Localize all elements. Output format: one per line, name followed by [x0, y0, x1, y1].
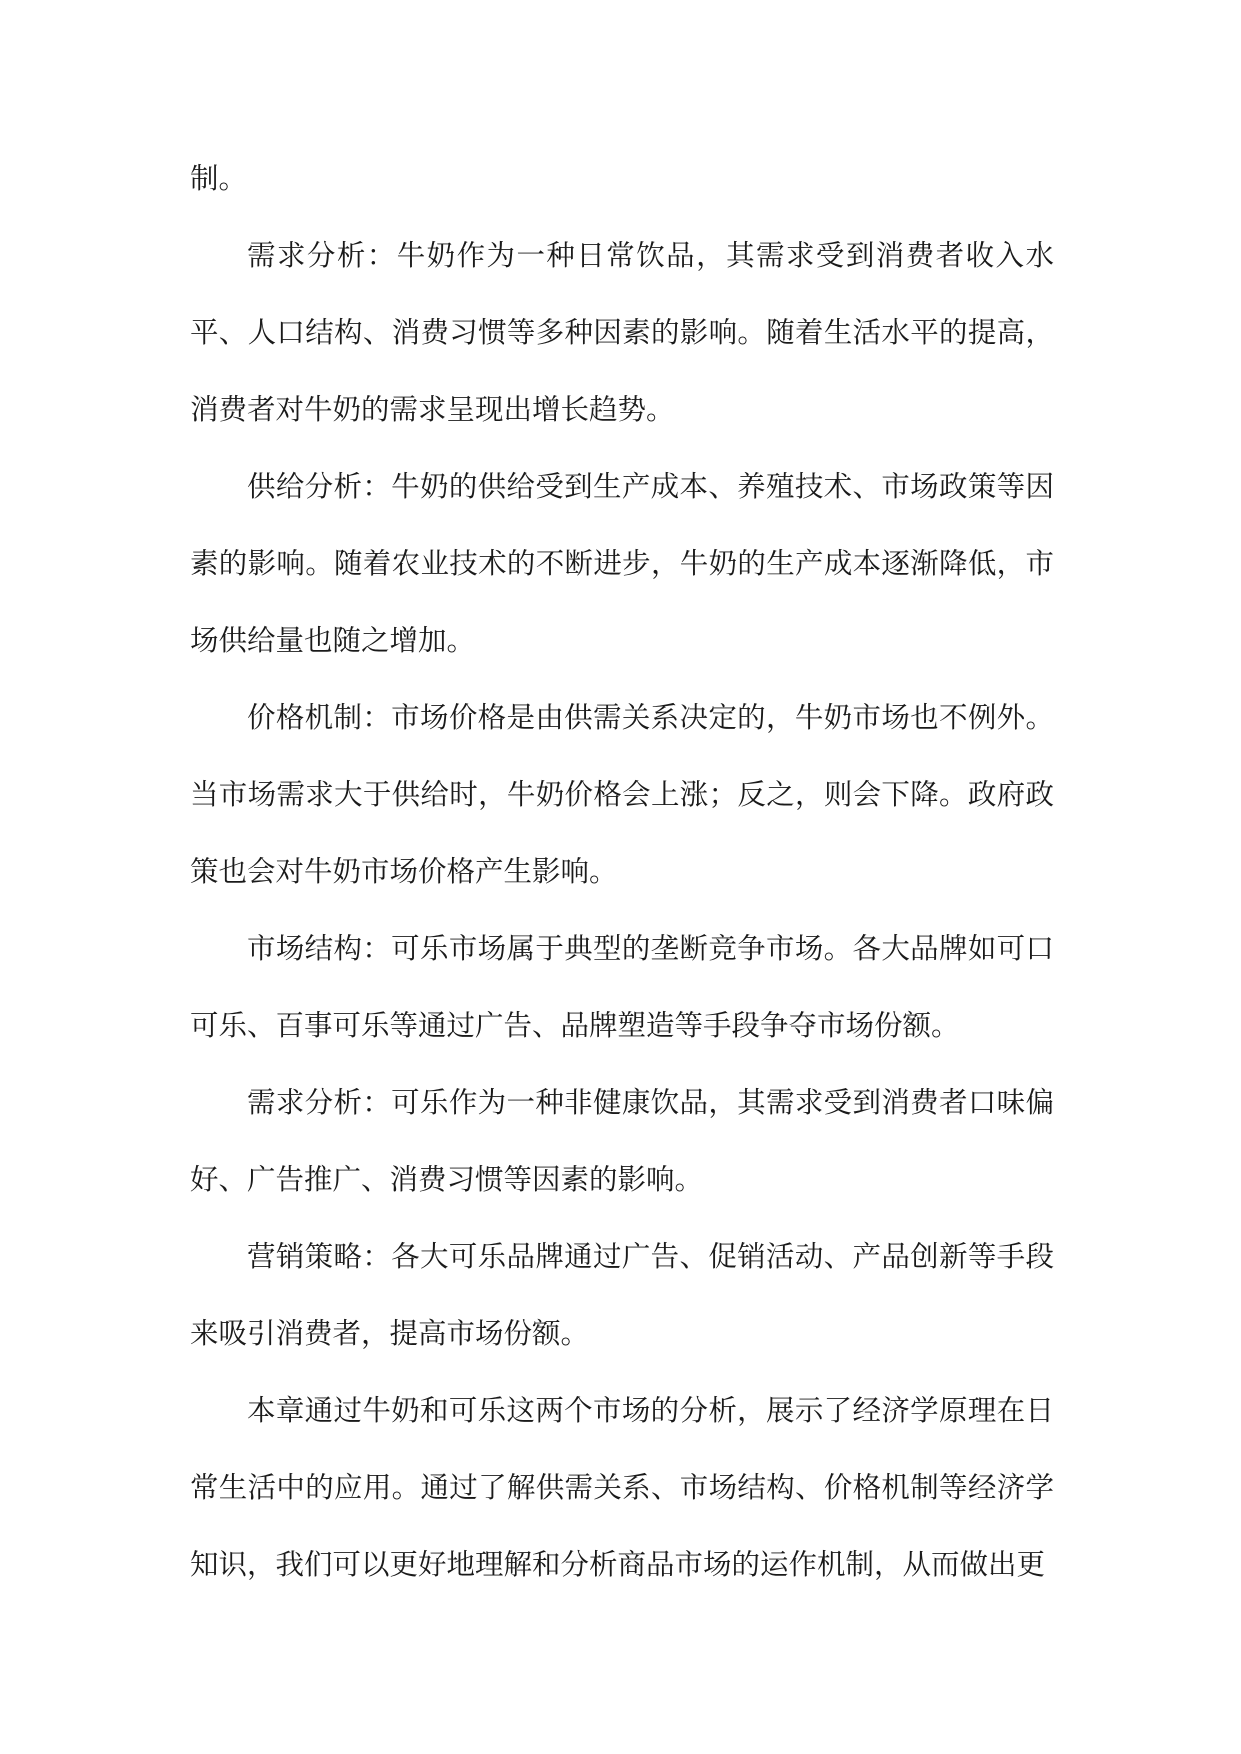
paragraph-chapter-summary: 本章通过牛奶和可乐这两个市场的分析，展示了经济学原理在日常生活中的应用。通过了解供需关系、市场结构、价格机制等经济学知识，我们可以更好地理解和分析商品市场的运作机制，从而做出更: [190, 1394, 1054, 1581]
paragraph-continuation: 制。: [190, 162, 248, 195]
paragraph-cola-structure: 市场结构：可乐市场属于典型的垄断竞争市场。各大品牌如可口可乐、百事可乐等通过广告、品牌塑造等手段争夺市场份额。: [190, 932, 1054, 1042]
document-body: [190, 140, 1054, 1603]
paragraph-milk-supply: 供给分析：牛奶的供给受到生产成本、养殖技术、市场政策等因素的影响。随着农业技术的不断进步，牛奶的生产成本逐渐降低，市场供给量也随之增加。: [190, 470, 1054, 657]
paragraph-milk-demand: 需求分析：牛奶作为一种日常饮品，其需求受到消费者收入水平、人口结构、消费习惯等多种因素的影响。随着生活水平的提高，消费者对牛奶的需求呈现出增长趋势。: [190, 239, 1054, 426]
paragraph-cola-demand: 需求分析：可乐作为一种非健康饮品，其需求受到消费者口味偏好、广告推广、消费习惯等因素的影响。: [190, 1086, 1054, 1196]
paragraph-cola-marketing: 营销策略：各大可乐品牌通过广告、促销活动、产品创新等手段来吸引消费者，提高市场份额。: [190, 1240, 1054, 1350]
paragraph-milk-price: 价格机制：市场价格是由供需关系决定的，牛奶市场也不例外。当市场需求大于供给时，牛奶价格会上涨；反之，则会下降。政府政策也会对牛奶市场价格产生影响。: [190, 701, 1054, 888]
